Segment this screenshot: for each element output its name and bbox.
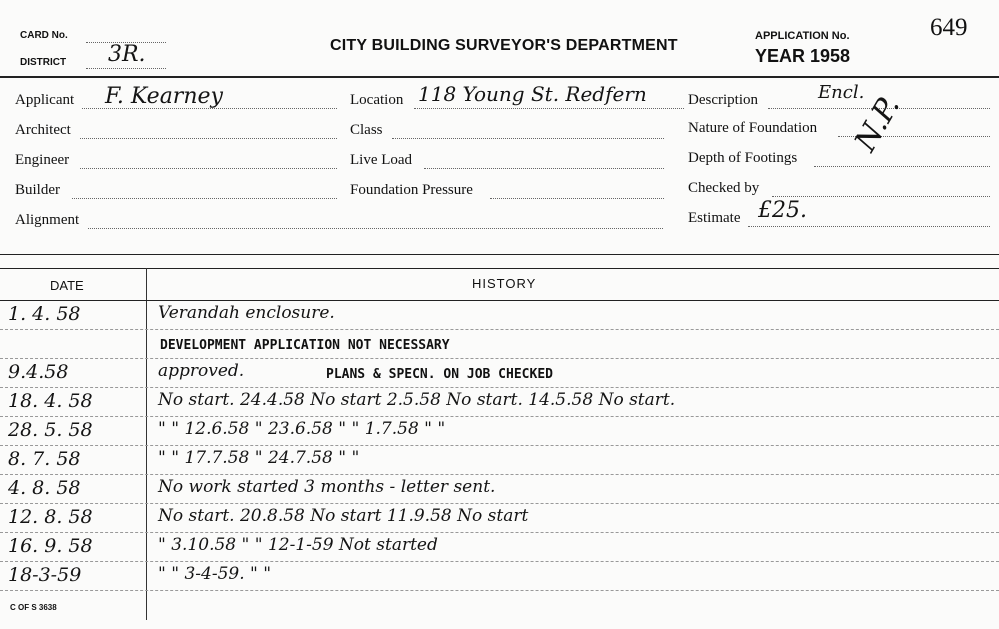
- row-history-typed: PLANS & SPECN. ON JOB CHECKED: [326, 367, 553, 382]
- live-load-label: Live Load: [350, 152, 413, 168]
- alignment-label: Alignment: [15, 212, 80, 228]
- table-top-rule-1: [0, 254, 999, 255]
- table-top-rule-2: [0, 268, 999, 269]
- row-date: 1. 4. 58: [8, 303, 81, 325]
- location-line: [414, 108, 684, 109]
- row-date: 8. 7. 58: [8, 448, 81, 470]
- application-number: 649: [930, 14, 968, 41]
- alignment-line: [88, 228, 663, 229]
- row-divider: [0, 532, 999, 533]
- depth-of-footings-line: [814, 166, 990, 167]
- row-divider: [0, 474, 999, 475]
- row-date: 18. 4. 58: [8, 390, 93, 412]
- estimate-label: Estimate: [688, 210, 741, 226]
- location-label: Location: [350, 92, 404, 108]
- row-divider: [0, 387, 999, 388]
- row-history-handwritten: " " 3-4-59. " ": [158, 564, 272, 584]
- row-date: 16. 9. 58: [8, 535, 93, 557]
- footer-code: C OF S 3638: [10, 603, 57, 612]
- foundation-pressure-line: [490, 198, 664, 199]
- application-label: APPLICATION No.: [755, 30, 850, 42]
- row-date: 28. 5. 58: [8, 419, 93, 441]
- checked-by-value: N.P.: [848, 90, 908, 158]
- row-date: 9.4.58: [8, 361, 69, 383]
- district-line: [86, 68, 166, 69]
- row-history-handwritten: No start. 24.4.58 No start 2.5.58 No start. 14.5.58 No start.: [158, 390, 676, 410]
- row-date: 4. 8. 58: [8, 477, 81, 499]
- class-line: [392, 138, 664, 139]
- description-value: Encl.: [818, 82, 865, 103]
- header-rule: [0, 76, 999, 78]
- row-date: 12. 8. 58: [8, 506, 93, 528]
- estimate-line: [748, 226, 990, 227]
- row-history-handwritten: No work started 3 months - letter sent.: [158, 477, 496, 497]
- row-divider: [0, 416, 999, 417]
- builder-label: Builder: [15, 182, 60, 198]
- checked-by-label: Checked by: [688, 180, 760, 196]
- live-load-line: [424, 168, 664, 169]
- engineer-line: [80, 168, 337, 169]
- foundation-pressure-label: Foundation Pressure: [350, 182, 473, 198]
- architect-label: Architect: [15, 122, 71, 138]
- row-date: 18-3-59: [8, 564, 82, 586]
- builder-line: [72, 198, 337, 199]
- row-history-typed: DEVELOPMENT APPLICATION NOT NECESSARY: [160, 338, 450, 353]
- location-value: 118 Young St. Redfern: [418, 82, 647, 106]
- row-divider: [0, 561, 999, 562]
- engineer-label: Engineer: [15, 152, 70, 168]
- row-history-handwritten: No start. 20.8.58 No start 11.9.58 No start: [158, 506, 529, 526]
- district-label: DISTRICT: [20, 57, 67, 68]
- architect-line: [80, 138, 337, 139]
- row-divider: [0, 445, 999, 446]
- applicant-label: Applicant: [15, 92, 75, 108]
- depth-of-footings-label: Depth of Footings: [688, 150, 798, 166]
- estimate-value: £25.: [758, 198, 807, 223]
- row-history-handwritten: Verandah enclosure.: [158, 303, 335, 323]
- class-label: Class: [350, 122, 383, 138]
- row-divider: [0, 329, 999, 330]
- card-no-label: CARD No.: [20, 30, 68, 41]
- department-title: CITY BUILDING SURVEYOR'S DEPARTMENT: [330, 37, 678, 54]
- applicant-value: F. Kearney: [105, 84, 223, 109]
- header-row-rule: [0, 300, 999, 301]
- row-divider: [0, 503, 999, 504]
- checked-by-line: [772, 196, 990, 197]
- history-column-header: HISTORY: [472, 276, 537, 291]
- nature-of-foundation-label: Nature of Foundation: [688, 120, 818, 136]
- year-label: YEAR 1958: [755, 46, 851, 66]
- row-history-handwritten: " " 12.6.58 " 23.6.58 " " 1.7.58 " ": [158, 419, 446, 439]
- row-history-handwritten: " 3.10.58 " " 12-1-59 Not started: [158, 535, 438, 555]
- description-label: Description: [688, 92, 758, 108]
- row-history-handwritten: " " 17.7.58 " 24.7.58 " ": [158, 448, 360, 468]
- date-column-header: DATE: [50, 278, 84, 293]
- row-divider: [0, 358, 999, 359]
- district-value: 3R.: [108, 42, 146, 67]
- row-divider: [0, 590, 999, 591]
- row-history-handwritten: approved.: [158, 361, 245, 381]
- table-column-divider: [146, 268, 147, 620]
